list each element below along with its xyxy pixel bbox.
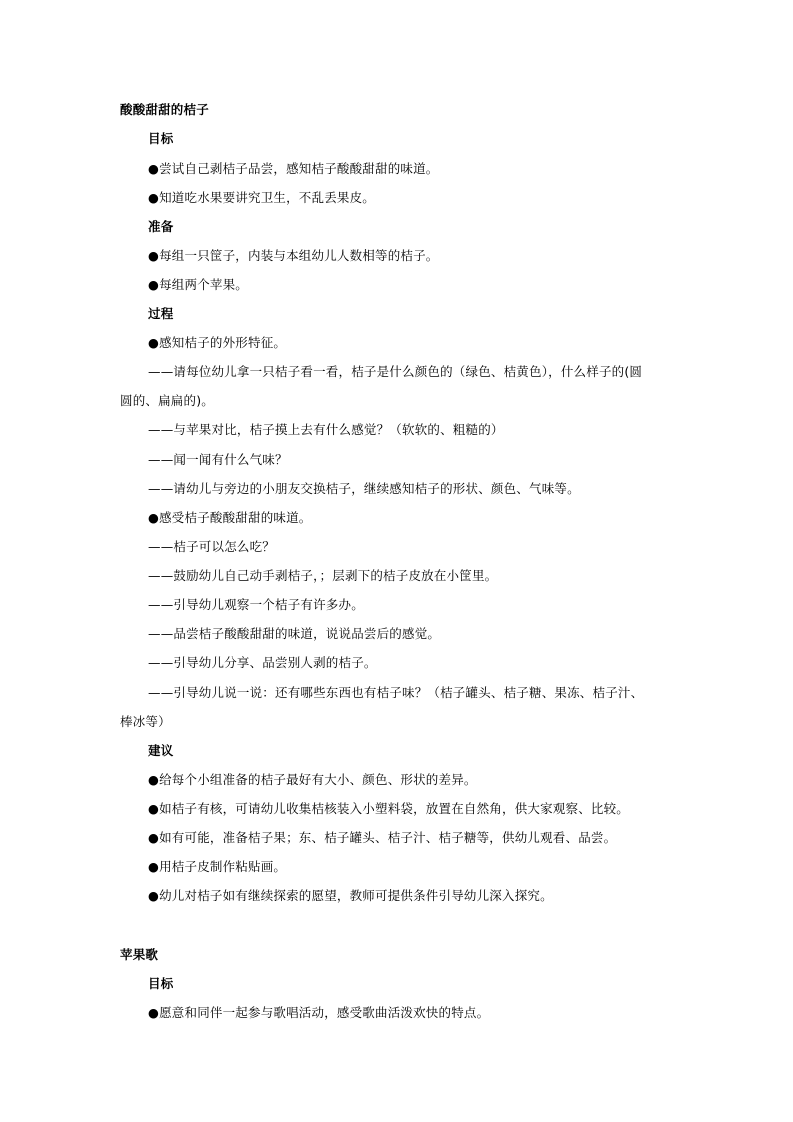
prep-item: ●每组一只筐子，内装与本组幼儿人数相等的桔子。	[148, 248, 439, 263]
goal-item: ●尝试自己剥桔子品尝，感知桔子酸酸甜甜的味道。	[148, 161, 439, 176]
goal-heading: 目标	[148, 976, 174, 991]
suggestion-item: ●幼儿对桔子如有继续探索的愿望，教师可提供条件引导幼儿深入探究。	[148, 888, 553, 903]
goal-item: ●愿意和同伴一起参与歌唱活动，感受歌曲活泼欢快的特点。	[148, 1005, 490, 1020]
section-title-apples: 苹果歌	[120, 947, 159, 962]
process-item: ——引导幼儿观察一个桔子有许多办。	[148, 597, 364, 612]
process-item: ——请每位幼儿拿一只桔子看一看，桔子是什么颜色的（绿色、桔黄色），什么样子的(圆	[148, 364, 643, 379]
suggestion-item: ●用桔子皮制作粘贴画。	[148, 859, 287, 874]
process-item: ——品尝桔子酸酸甜甜的味道，说说品尝后的感觉。	[148, 626, 441, 641]
process-item: ——请幼儿与旁边的小朋友交换桔子，继续感知桔子的形状、颜色、气味等。	[148, 481, 580, 496]
process-item: ●感知桔子的外形特征。	[148, 335, 287, 350]
suggestion-item: ●如桔子有核，可请幼儿收集桔核装入小塑料袋，放置在自然角，供大家观察、比较。	[148, 801, 630, 816]
suggestion-item: ●如有可能，准备桔子果；东、桔子罐头、桔子汁、桔子糖等，供幼儿观看、品尝。	[148, 830, 617, 845]
process-item: ——引导幼儿说一说：还有哪些东西也有桔子味？（桔子罐头、桔子糖、果冻、桔子汁、	[148, 685, 644, 700]
goal-item: ●知道吃水果要讲究卫生，不乱丢果皮。	[148, 190, 376, 205]
suggest-heading: 建议	[148, 743, 174, 758]
process-item: ——与苹果对比，桔子摸上去有什么感觉？（软软的、粗糙的）	[148, 422, 504, 437]
process-heading: 过程	[148, 306, 174, 321]
goal-heading: 目标	[148, 131, 174, 146]
process-item: ——桔子可以怎么吃？	[148, 539, 276, 554]
process-item-continued: 棒冰等）	[120, 714, 171, 729]
process-item: ——引导幼儿分享、品尝别人剥的桔子。	[148, 655, 377, 670]
process-item: ——闻一闻有什么气味？	[148, 452, 288, 467]
process-item: ●感受桔子酸酸甜甜的味道。	[148, 510, 312, 525]
prep-heading: 准备	[148, 219, 174, 234]
suggestion-item: ●给每个小组准备的桔子最好有大小、颜色、形状的差异。	[148, 772, 477, 787]
process-item-continued: 圆的、扁扁的)。	[120, 393, 214, 408]
section-title-oranges: 酸酸甜甜的桔子	[120, 102, 209, 117]
process-item: ——鼓励幼儿自己动手剥桔子，；层剥下的桔子皮放在小筐里。	[148, 568, 498, 583]
prep-item: ●每组两个苹果。	[148, 277, 249, 292]
